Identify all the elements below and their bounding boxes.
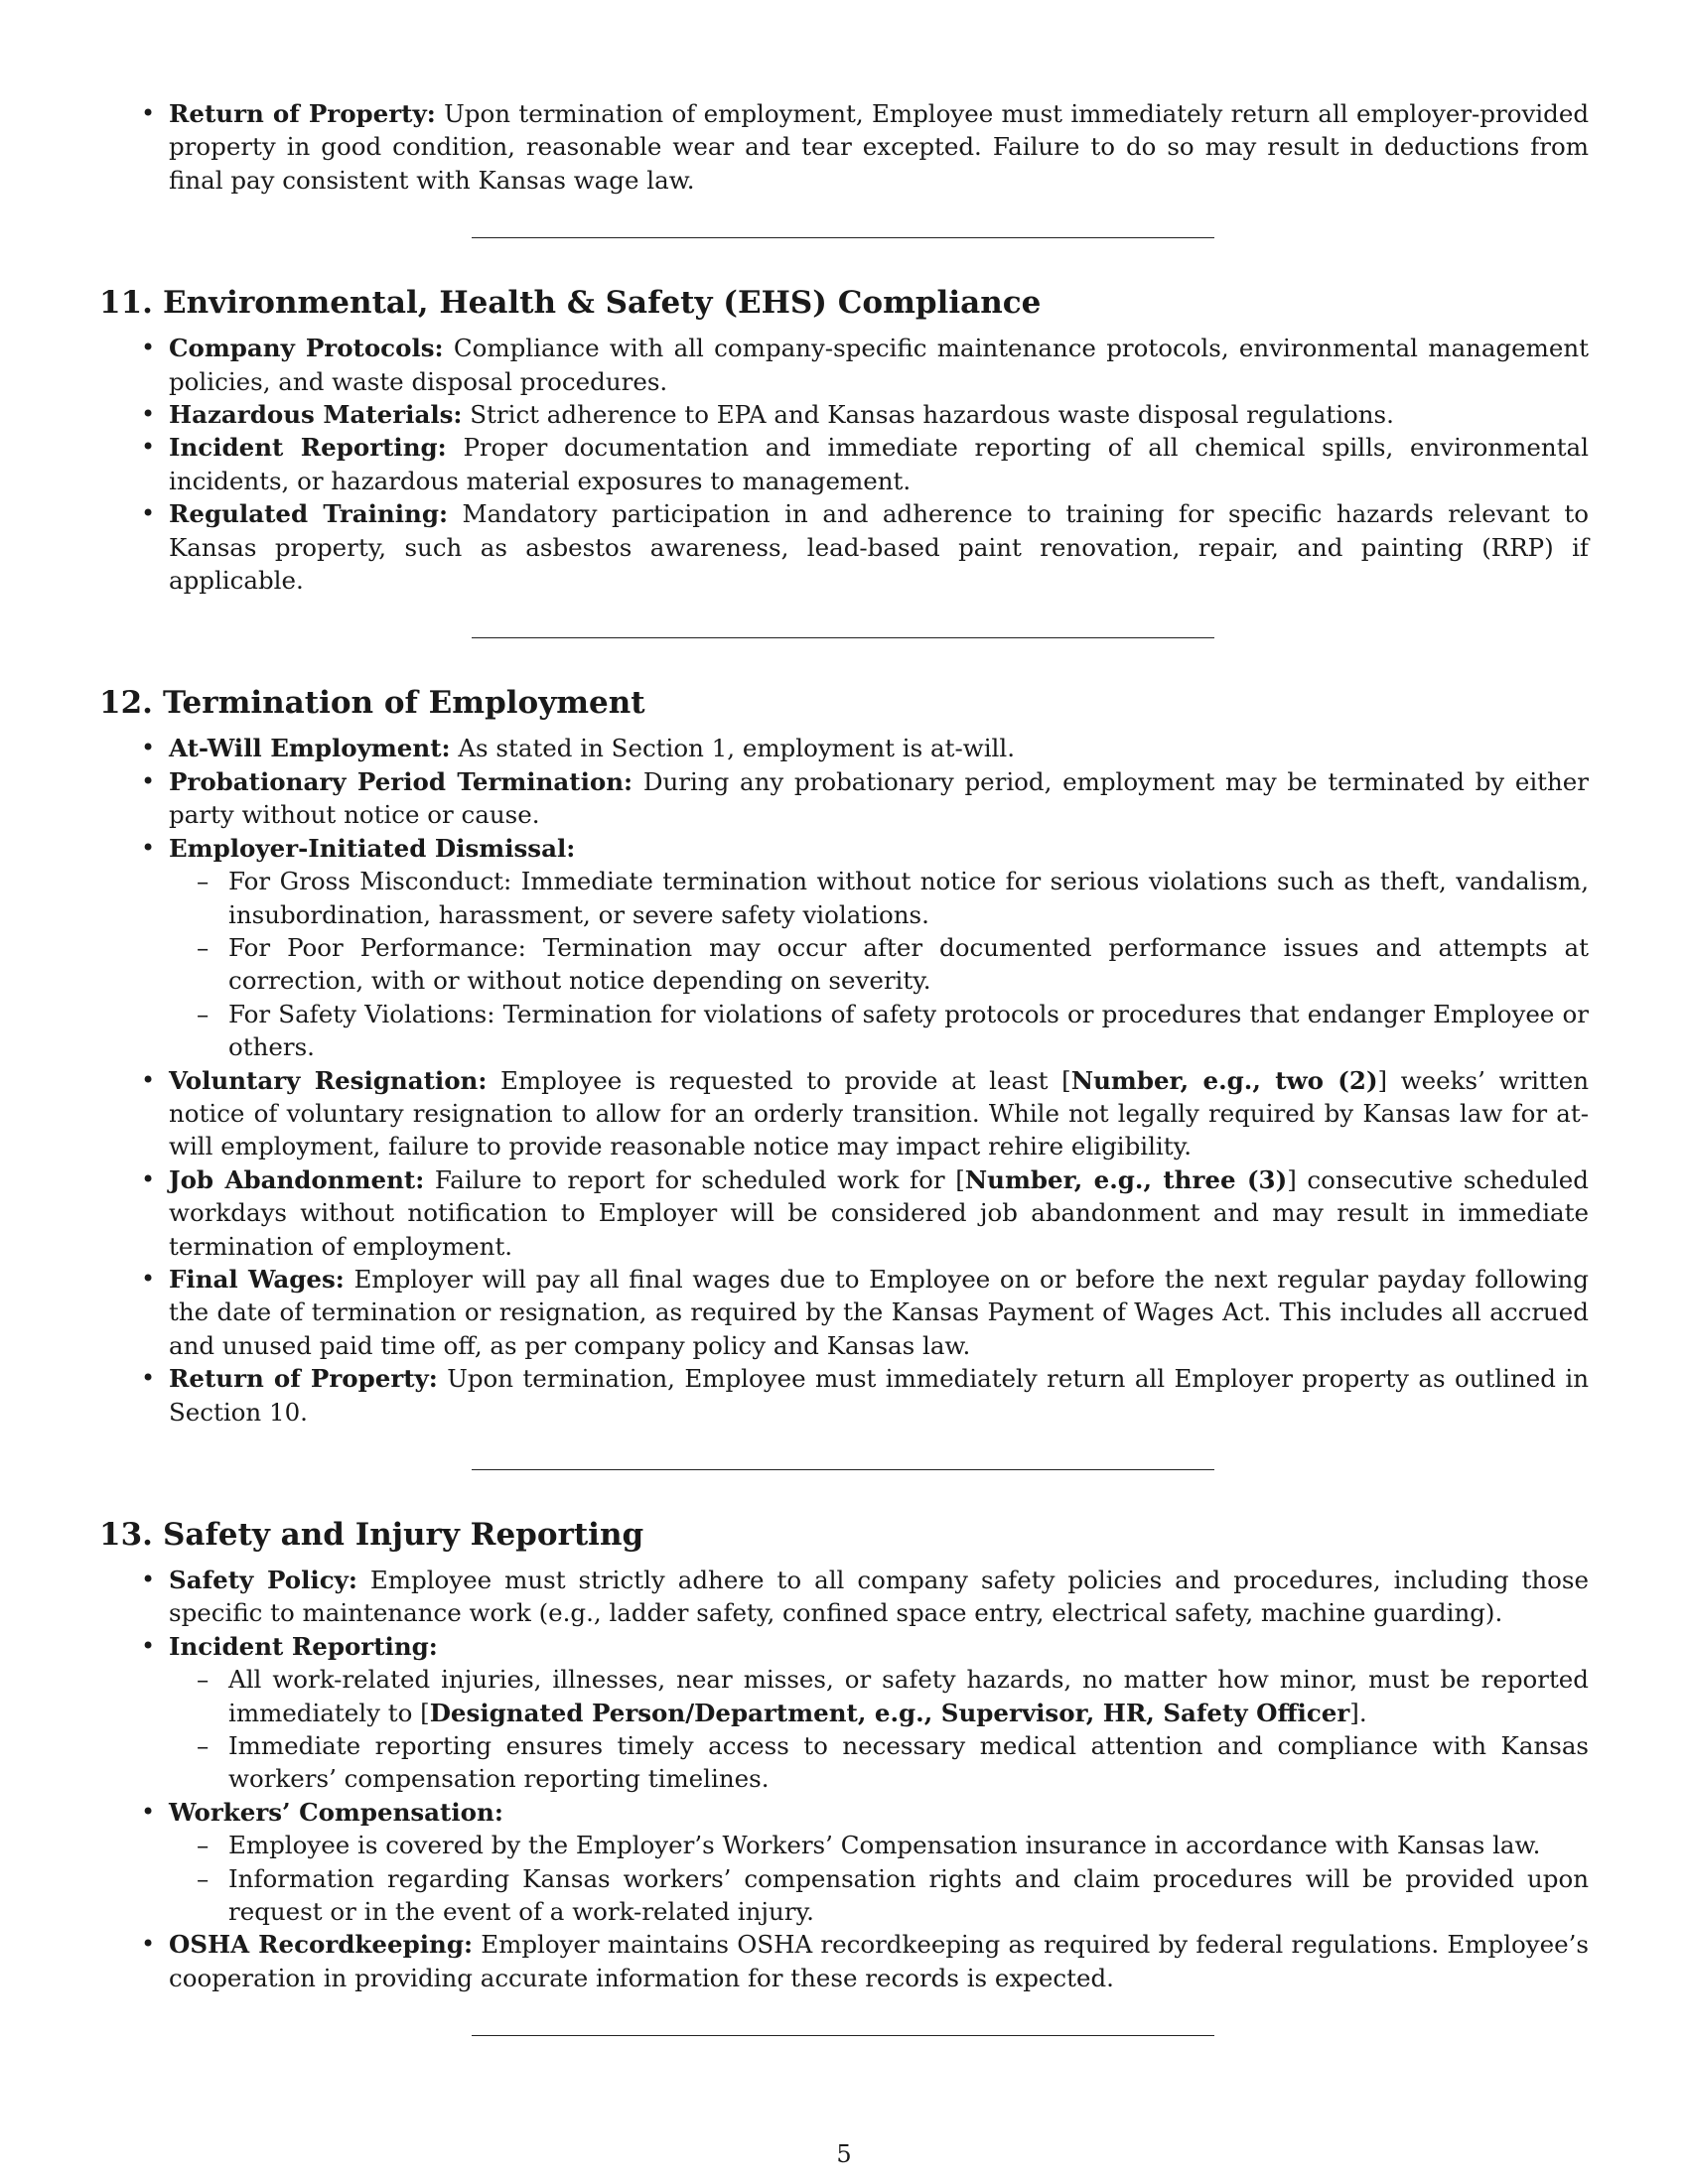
item-label: Final Wages:	[169, 1264, 345, 1294]
section-heading-11	[99, 283, 1589, 323]
list-item	[99, 832, 1589, 1064]
item-text: Compliance with all company-specific maintenance protocols, environmental management policies, and waste disposal procedures.	[169, 334, 1589, 396]
item-label: Workers’ Compensation:	[169, 1797, 503, 1827]
item-text: During any probationary period, employment may be terminated by either party without notice or cause.	[169, 766, 1590, 830]
item-label: Return of Property:	[169, 99, 436, 128]
section-divider	[472, 2035, 1214, 2036]
item-label: Incident Reporting:	[169, 1631, 438, 1661]
list-item	[99, 1163, 1589, 1263]
list-item	[99, 1064, 1589, 1163]
list-item	[99, 497, 1589, 597]
section-11-list	[99, 332, 1589, 597]
list-item	[99, 1928, 1589, 1994]
item-text: Employee is requested to provide at least [	[500, 1065, 1071, 1095]
sublist	[169, 865, 1589, 1063]
section-title: Safety and Injury Reporting	[163, 1517, 644, 1553]
section-number: 13.	[99, 1517, 153, 1553]
item-text: Mandatory participation in and adherence to training for specific hazards relevant to Kansas property, such as asbestos awareness, lead-based paint renovation, repair, and painting (RRP) if applicable.	[169, 499, 1589, 596]
sublist-item	[169, 1663, 1589, 1729]
section-12-list	[99, 732, 1589, 1429]
section-divider	[472, 237, 1214, 238]
section-title: Environmental, Health & Safety (EHS) Compliance	[163, 285, 1042, 322]
item-text: All work-related injuries, illnesses, near misses, or safety hazards, no matter how minor, must be reported immediately to [	[228, 1665, 1589, 1727]
section-title: Termination of Employment	[163, 685, 645, 722]
item-text: ] consecutive scheduled workdays without notification to Employer will be considered job abandonment and may result in immediate termination of employment.	[169, 1164, 1589, 1261]
item-label: Job Abandonment:	[169, 1164, 425, 1194]
list-item	[99, 765, 1589, 832]
item-text: Employer maintains OSHA recordkeeping as required by federal regulations. Employee’s cooperation in providing accurate information for these records is expected.	[169, 1930, 1589, 1992]
item-label: Employer-Initiated Dismissal:	[169, 833, 576, 863]
item-text: ].	[1349, 1698, 1367, 1727]
document-page	[99, 97, 1589, 2036]
page-number: 5	[836, 2140, 852, 2168]
item-label: Probationary Period Termination:	[169, 766, 633, 796]
sublist-item: – For Safety Violations: Termination for violations of safety protocols or procedures that endanger Employee or others.	[169, 998, 1589, 1064]
section-heading-12	[99, 683, 1589, 723]
list-item	[99, 97, 1589, 197]
section-divider	[472, 1469, 1214, 1470]
item-text: Strict adherence to EPA and Kansas hazardous waste disposal regulations.	[470, 400, 1394, 430]
item-label: Return of Property:	[169, 1364, 438, 1394]
item-label: Hazardous Materials:	[169, 400, 463, 430]
section-heading-13	[99, 1515, 1589, 1555]
placeholder-text: Designated Person/Department, e.g., Supervisor, HR, Safety Officer	[429, 1698, 1350, 1727]
placeholder-text: Number, e.g., two (2)	[1070, 1065, 1378, 1095]
list-item	[99, 732, 1589, 764]
item-text: As stated in Section 1, employment is at-will.	[458, 734, 1016, 763]
list-item	[99, 332, 1589, 398]
list-item	[99, 1362, 1589, 1429]
item-text: Upon termination of employment, Employee must immediately return all employer-provided property in good condition, reasonable wear and tear excepted. Failure to do so may result in deductions from final pay consistent with Kansas wage law.	[169, 99, 1589, 195]
document-content	[99, 97, 1589, 2036]
list-item	[99, 1630, 1589, 1796]
section-divider	[472, 637, 1214, 638]
list-item	[99, 431, 1589, 497]
list-item	[99, 398, 1589, 431]
item-label: Regulated Training:	[169, 499, 449, 529]
sublist	[169, 1663, 1589, 1796]
sublist-item: – Information regarding Kansas workers’ compensation rights and claim procedures will be provided upon request or in the event of a work-related injury.	[169, 1862, 1589, 1929]
item-label: Company Protocols:	[169, 334, 444, 363]
sublist-item: – Immediate reporting ensures timely access to necessary medical attention and compliance with Kansas workers’ compensation reporting timelines.	[169, 1729, 1589, 1796]
placeholder-text: Number, e.g., three (3)	[964, 1164, 1288, 1194]
sublist-item: – For Gross Misconduct: Immediate termination without notice for serious violations such as theft, vandalism, insubordination, harassment, or severe safety violations.	[169, 865, 1589, 931]
item-label: Incident Reporting:	[169, 433, 447, 463]
item-text: ] weeks’ written notice of voluntary resignation to allow for an orderly transition. While not legally required by Kansas law for at-will employment, failure to provide reasonable notice may impact rehire eligibility.	[169, 1065, 1589, 1161]
sublist	[169, 1829, 1589, 1928]
item-text: Employee must strictly adhere to all company safety policies and procedures, including those specific to maintenance work (e.g., ladder safety, confined space entry, electrical safety, machine guarding).	[169, 1566, 1589, 1628]
item-text: Failure to report for scheduled work for [	[434, 1164, 965, 1194]
list-item	[99, 1796, 1589, 1929]
section-number: 11.	[99, 285, 153, 322]
item-label: At-Will Employment:	[169, 734, 451, 763]
item-label: Safety Policy:	[169, 1566, 357, 1594]
list-item	[99, 1564, 1589, 1630]
section-13-list	[99, 1564, 1589, 1994]
sublist-item: – For Poor Performance: Termination may occur after documented performance issues and attempts at correction, with or without notice depending on severity.	[169, 931, 1589, 998]
item-text: Employer will pay all final wages due to Employee on or before the next regular payday following the date of termination or resignation, as required by the Kansas Payment of Wages Act. This includes all accrued and unused paid time off, as per company policy and Kansas law.	[169, 1264, 1589, 1360]
item-label: OSHA Recordkeeping:	[169, 1930, 473, 1960]
section-number: 12.	[99, 685, 153, 722]
list-item	[99, 1263, 1589, 1362]
item-label: Voluntary Resignation:	[169, 1065, 488, 1095]
item-text: Proper documentation and immediate reporting of all chemical spills, environmental incidents, or hazardous material exposures to management.	[169, 433, 1589, 495]
section-10-tail-list	[99, 97, 1589, 197]
sublist-item: – Employee is covered by the Employer’s Workers’ Compensation insurance in accordance with Kansas law.	[169, 1829, 1589, 1861]
item-text: Upon termination, Employee must immediately return all Employer property as outlined in Section 10.	[169, 1364, 1589, 1427]
